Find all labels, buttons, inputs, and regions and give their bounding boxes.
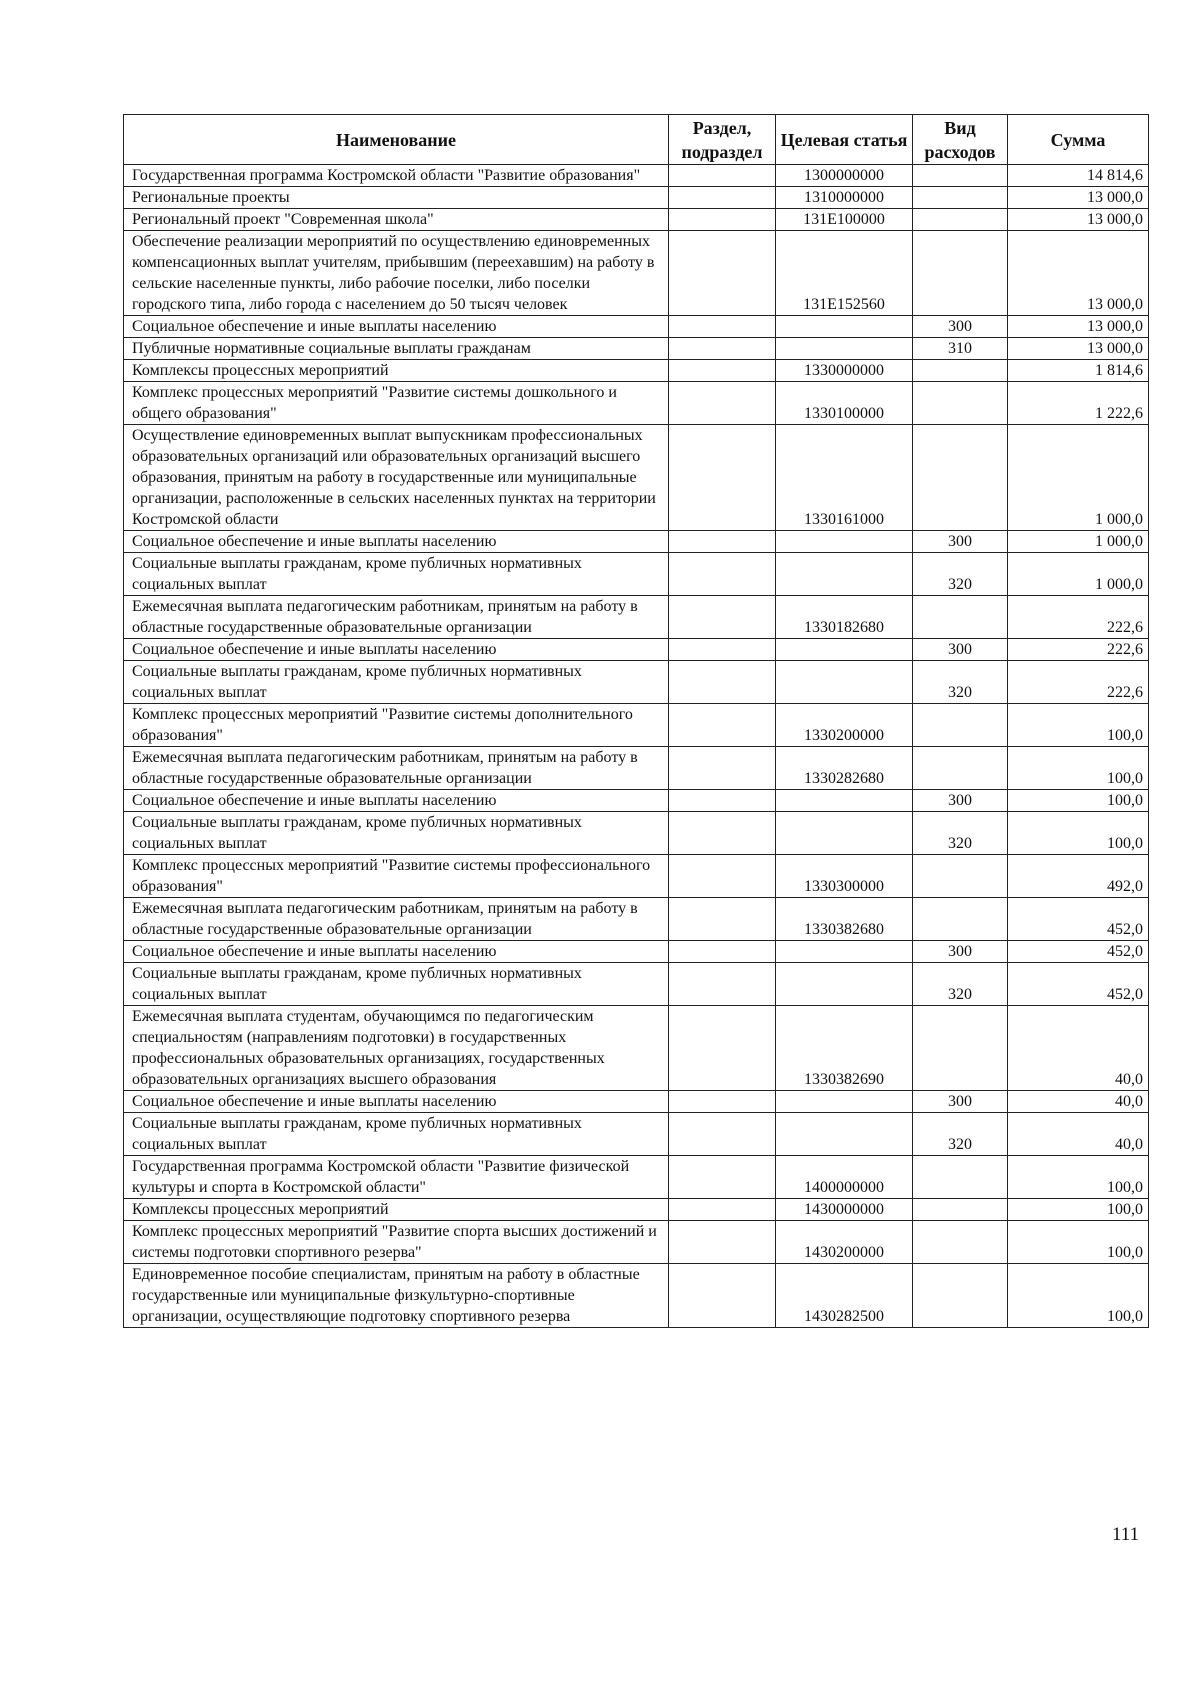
row-name: Комплексы процессных мероприятий (124, 360, 669, 382)
row-name: Государственная программа Костромской области "Развитие физической культуры и спорта в Костромской области" (124, 1156, 669, 1199)
row-expense-type: 310 (913, 338, 1008, 360)
row-amount: 100,0 (1008, 812, 1149, 855)
row-target: 1430200000 (776, 1221, 913, 1264)
header-expense-type: Вид расходов (913, 115, 1008, 165)
row-name: Ежемесячная выплата педагогическим работникам, принятым на работу в областные государственные образовательные организации (124, 596, 669, 639)
header-amount: Сумма (1008, 115, 1149, 165)
header-row (124, 115, 1149, 165)
row-name: Комплекс процессных мероприятий "Развитие системы дошкольного и общего образования" (124, 382, 669, 425)
row-section (669, 1006, 776, 1091)
row-target: 1330382680 (776, 898, 913, 941)
row-expense-type (913, 898, 1008, 941)
row-section (669, 187, 776, 209)
row-expense-type (913, 382, 1008, 425)
row-amount: 13 000,0 (1008, 187, 1149, 209)
row-name: Социальное обеспечение и иные выплаты населению (124, 941, 669, 963)
row-expense-type: 300 (913, 941, 1008, 963)
row-amount: 1 814,6 (1008, 360, 1149, 382)
row-expense-type: 320 (913, 1113, 1008, 1156)
table-row (124, 425, 1149, 531)
row-amount: 13 000,0 (1008, 316, 1149, 338)
row-expense-type (913, 596, 1008, 639)
row-section (669, 553, 776, 596)
row-target (776, 553, 913, 596)
row-amount: 100,0 (1008, 790, 1149, 812)
row-target: 1310000000 (776, 187, 913, 209)
row-name: Комплексы процессных мероприятий (124, 1199, 669, 1221)
row-target (776, 812, 913, 855)
row-amount: 452,0 (1008, 963, 1149, 1006)
row-expense-type: 300 (913, 639, 1008, 661)
row-section (669, 661, 776, 704)
row-name: Социальные выплаты гражданам, кроме публичных нормативных социальных выплат (124, 553, 669, 596)
row-name: Осуществление единовременных выплат выпускникам профессиональных образовательных организаций или образовательных организаций высшего образования, принятым на работу в государственные или муниципальные организации, расположенные в сельских населенных пунктах на территории Костромской области (124, 425, 669, 531)
row-expense-type (913, 704, 1008, 747)
row-section (669, 1156, 776, 1199)
row-target (776, 316, 913, 338)
row-section (669, 316, 776, 338)
row-expense-type (913, 855, 1008, 898)
row-expense-type (913, 1156, 1008, 1199)
row-section (669, 165, 776, 187)
row-expense-type (913, 747, 1008, 790)
row-target: 1330200000 (776, 704, 913, 747)
row-target: 1430000000 (776, 1199, 913, 1221)
row-amount: 492,0 (1008, 855, 1149, 898)
table-row (124, 704, 1149, 747)
row-target (776, 338, 913, 360)
table-row (124, 812, 1149, 855)
row-name: Социальное обеспечение и иные выплаты населению (124, 531, 669, 553)
table-row (124, 898, 1149, 941)
table-row (124, 531, 1149, 553)
row-expense-type (913, 1199, 1008, 1221)
row-section (669, 941, 776, 963)
row-section (669, 338, 776, 360)
row-amount: 100,0 (1008, 1156, 1149, 1199)
row-expense-type: 320 (913, 553, 1008, 596)
row-expense-type (913, 1264, 1008, 1328)
row-section (669, 1199, 776, 1221)
table-row (124, 209, 1149, 231)
row-section (669, 812, 776, 855)
row-section (669, 209, 776, 231)
row-expense-type (913, 1006, 1008, 1091)
table-row (124, 963, 1149, 1006)
row-name: Социальные выплаты гражданам, кроме публичных нормативных социальных выплат (124, 963, 669, 1006)
row-section (669, 963, 776, 1006)
table-row (124, 1199, 1149, 1221)
row-target: 1330300000 (776, 855, 913, 898)
row-target (776, 1091, 913, 1113)
row-target: 1330282680 (776, 747, 913, 790)
table-row (124, 316, 1149, 338)
row-expense-type (913, 209, 1008, 231)
row-target: 1430282500 (776, 1264, 913, 1328)
row-expense-type (913, 165, 1008, 187)
row-target (776, 1113, 913, 1156)
row-target (776, 531, 913, 553)
row-target: 1330161000 (776, 425, 913, 531)
row-amount: 100,0 (1008, 704, 1149, 747)
row-expense-type: 300 (913, 531, 1008, 553)
row-name: Комплекс процессных мероприятий "Развитие спорта высших достижений и системы подготовки спортивного резерва" (124, 1221, 669, 1264)
row-name: Ежемесячная выплата педагогическим работникам, принятым на работу в областные государственные образовательные организации (124, 747, 669, 790)
row-section (669, 790, 776, 812)
row-name: Социальное обеспечение и иные выплаты населению (124, 639, 669, 661)
row-section (669, 855, 776, 898)
header-name: Наименование (124, 115, 669, 165)
table-row (124, 747, 1149, 790)
budget-table (123, 114, 1149, 1328)
row-name: Социальное обеспечение и иные выплаты населению (124, 1091, 669, 1113)
row-amount: 13 000,0 (1008, 209, 1149, 231)
row-name: Комплекс процессных мероприятий "Развитие системы профессионального образования" (124, 855, 669, 898)
table-row (124, 596, 1149, 639)
row-amount: 1 000,0 (1008, 425, 1149, 531)
table-row (124, 1113, 1149, 1156)
row-expense-type (913, 187, 1008, 209)
row-target: 131Е100000 (776, 209, 913, 231)
row-target: 1330000000 (776, 360, 913, 382)
table-row (124, 338, 1149, 360)
row-target (776, 963, 913, 1006)
row-name: Региональные проекты (124, 187, 669, 209)
table-row (124, 855, 1149, 898)
row-target (776, 639, 913, 661)
page-number: 111 (1112, 1524, 1140, 1545)
row-target: 1330382690 (776, 1006, 913, 1091)
table-row (124, 553, 1149, 596)
row-expense-type: 300 (913, 1091, 1008, 1113)
table-row (124, 1006, 1149, 1091)
row-target: 131Е152560 (776, 231, 913, 316)
table-row (124, 382, 1149, 425)
row-target: 1330100000 (776, 382, 913, 425)
row-expense-type: 300 (913, 790, 1008, 812)
row-name: Региональный проект "Современная школа" (124, 209, 669, 231)
row-name: Ежемесячная выплата студентам, обучающимся по педагогическим специальностям (направлениям подготовки) в государственных профессиональных образовательных организациях, государственных образовательных организациях высшего образования (124, 1006, 669, 1091)
row-amount: 222,6 (1008, 661, 1149, 704)
row-section (669, 747, 776, 790)
row-expense-type (913, 231, 1008, 316)
row-name: Социальные выплаты гражданам, кроме публичных нормативных социальных выплат (124, 812, 669, 855)
row-name: Комплекс процессных мероприятий "Развитие системы дополнительного образования" (124, 704, 669, 747)
table-row (124, 187, 1149, 209)
row-target (776, 941, 913, 963)
row-amount: 452,0 (1008, 941, 1149, 963)
row-section (669, 639, 776, 661)
header-section: Раздел, подраздел (669, 115, 776, 165)
row-target (776, 790, 913, 812)
table-row (124, 941, 1149, 963)
table-row (124, 165, 1149, 187)
row-amount: 100,0 (1008, 747, 1149, 790)
row-amount: 100,0 (1008, 1221, 1149, 1264)
row-target: 1400000000 (776, 1156, 913, 1199)
row-amount: 40,0 (1008, 1006, 1149, 1091)
row-amount: 1 000,0 (1008, 531, 1149, 553)
row-name: Государственная программа Костромской области "Развитие образования" (124, 165, 669, 187)
row-amount: 1 000,0 (1008, 553, 1149, 596)
row-section (669, 898, 776, 941)
row-name: Публичные нормативные социальные выплаты гражданам (124, 338, 669, 360)
row-amount: 1 222,6 (1008, 382, 1149, 425)
row-name: Социальные выплаты гражданам, кроме публичных нормативных социальных выплат (124, 661, 669, 704)
row-section (669, 1091, 776, 1113)
row-amount: 100,0 (1008, 1264, 1149, 1328)
row-expense-type (913, 360, 1008, 382)
row-amount: 40,0 (1008, 1113, 1149, 1156)
table-row (124, 639, 1149, 661)
row-section (669, 704, 776, 747)
row-amount: 13 000,0 (1008, 338, 1149, 360)
row-section (669, 382, 776, 425)
table-body (124, 165, 1149, 1328)
row-section (669, 1221, 776, 1264)
row-section (669, 531, 776, 553)
header-target: Целевая статья (776, 115, 913, 165)
row-name: Единовременное пособие специалистам, принятым на работу в областные государственные или муниципальные физкультурно-спортивные организации, осуществляющие подготовку спортивного резерва (124, 1264, 669, 1328)
row-section (669, 360, 776, 382)
row-name: Обеспечение реализации мероприятий по осуществлению единовременных компенсационных выплат учителям, прибывшим (переехавшим) на работу в сельские населенные пункты, либо рабочие поселки, либо поселки городского типа, либо города с населением до 50 тысяч человек (124, 231, 669, 316)
row-name: Социальное обеспечение и иные выплаты населению (124, 790, 669, 812)
row-target (776, 661, 913, 704)
table-row (124, 790, 1149, 812)
row-amount: 40,0 (1008, 1091, 1149, 1113)
table-row (124, 661, 1149, 704)
row-section (669, 425, 776, 531)
row-target: 1300000000 (776, 165, 913, 187)
row-amount: 14 814,6 (1008, 165, 1149, 187)
row-section (669, 231, 776, 316)
table-row (124, 1264, 1149, 1328)
row-name: Ежемесячная выплата педагогическим работникам, принятым на работу в областные государственные образовательные организации (124, 898, 669, 941)
table-row (124, 1156, 1149, 1199)
row-expense-type: 320 (913, 661, 1008, 704)
row-amount: 452,0 (1008, 898, 1149, 941)
table-row (124, 231, 1149, 316)
row-target: 1330182680 (776, 596, 913, 639)
row-amount: 100,0 (1008, 1199, 1149, 1221)
row-section (669, 1113, 776, 1156)
row-amount: 222,6 (1008, 596, 1149, 639)
row-expense-type: 320 (913, 963, 1008, 1006)
row-section (669, 596, 776, 639)
row-section (669, 1264, 776, 1328)
row-expense-type: 320 (913, 812, 1008, 855)
row-expense-type (913, 425, 1008, 531)
row-expense-type (913, 1221, 1008, 1264)
table-row (124, 1221, 1149, 1264)
row-amount: 222,6 (1008, 639, 1149, 661)
row-name: Социальное обеспечение и иные выплаты населению (124, 316, 669, 338)
row-expense-type: 300 (913, 316, 1008, 338)
table-row (124, 1091, 1149, 1113)
row-name: Социальные выплаты гражданам, кроме публичных нормативных социальных выплат (124, 1113, 669, 1156)
row-amount: 13 000,0 (1008, 231, 1149, 316)
table-row (124, 360, 1149, 382)
